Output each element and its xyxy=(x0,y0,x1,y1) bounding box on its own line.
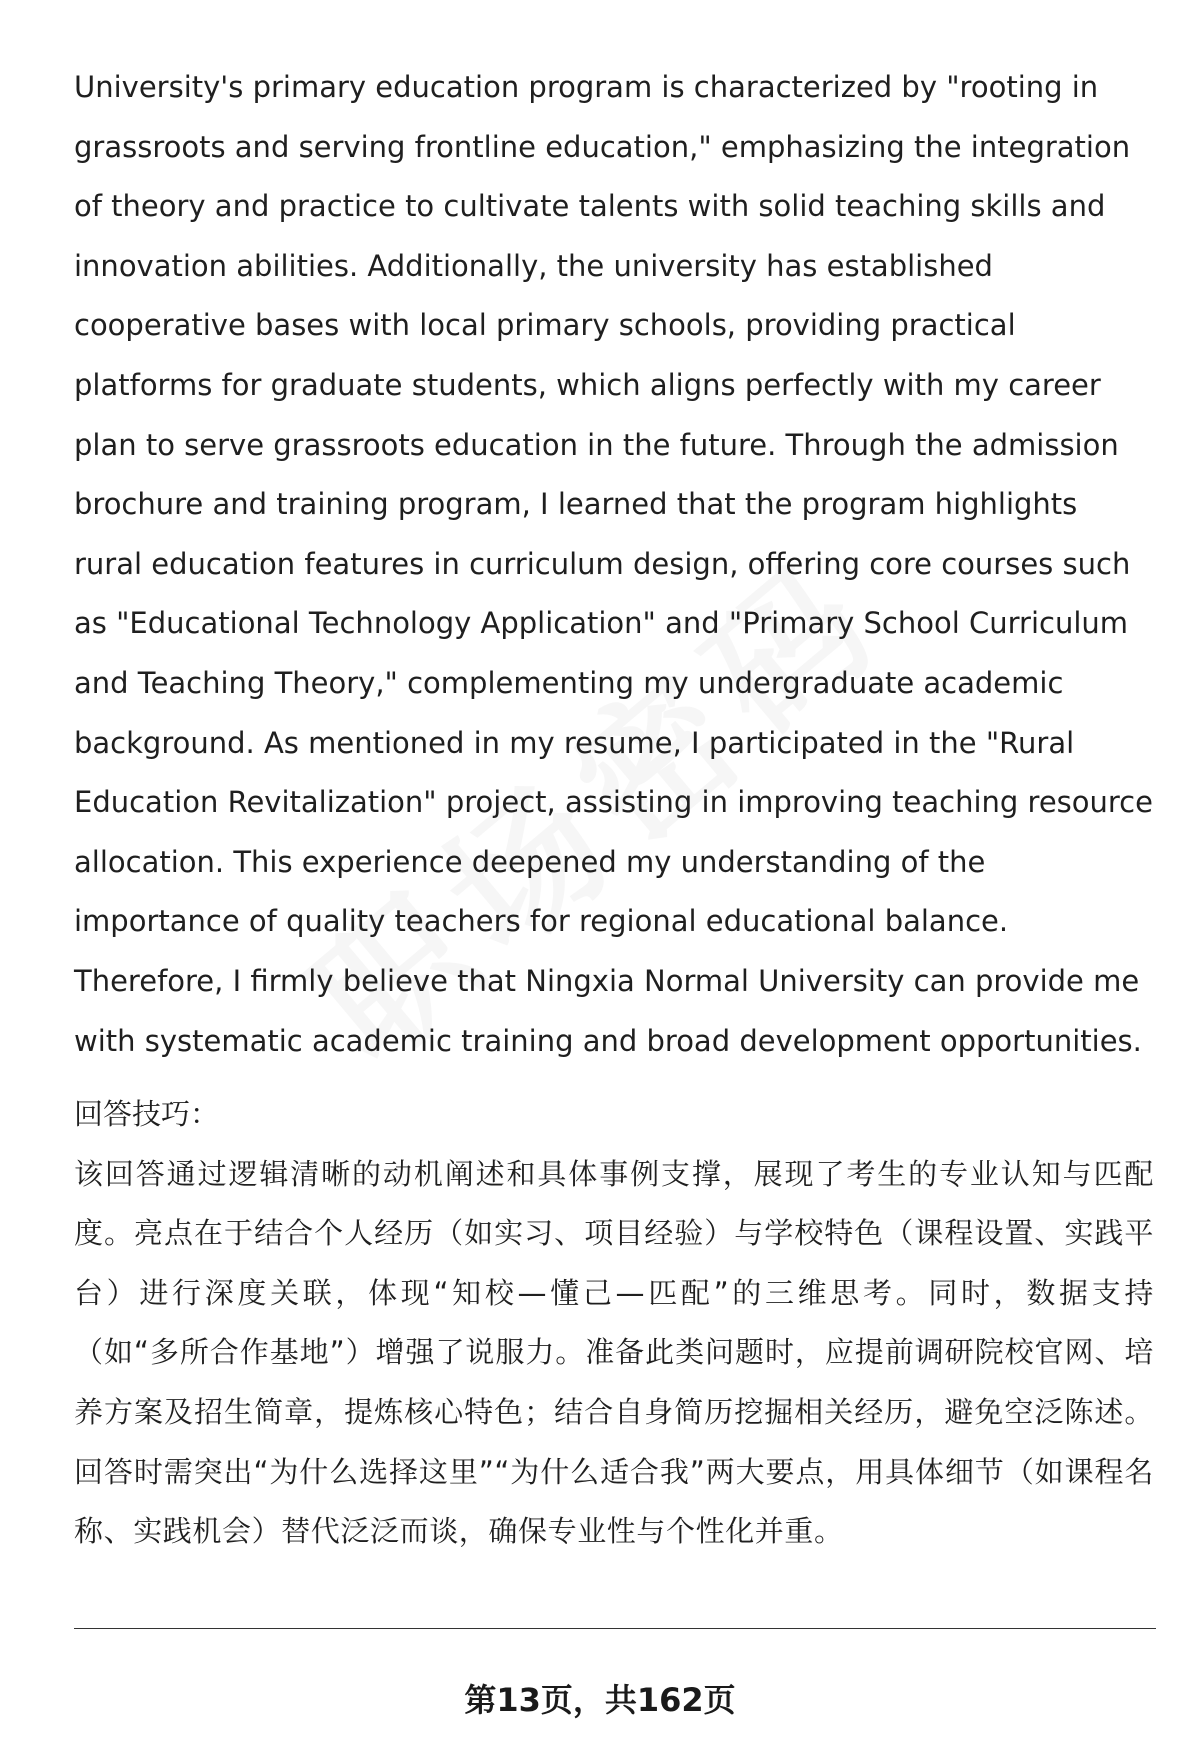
page-number: 第13页，共162页 xyxy=(464,1681,736,1719)
answer-tips-section xyxy=(74,1085,1154,1562)
tips-paragraph: 该回答通过逻辑清晰的动机阐述和具体事例支撑，展现了考生的专业认知与匹配度。亮点在于结合个人经历（如实习、项目经验）与学校特色（课程设置、实践平台）进行深度关联，体现“知校—懂己—匹配”的三维思考。同时，数据支持（如“多所合作基地”）增强了说服力。准备此类问题时，应提前调研院校官网、培养方案及招生简章，提炼核心特色；结合自身简历挖掘相关经历，避免空泛陈述。回答时需突出“为什么选择这里”“为什么适合我”两大要点，用具体细节（如课程名称、实践机会）替代泛泛而谈，确保专业性与个性化并重。 xyxy=(74,1156,1154,1549)
footer-divider xyxy=(74,1628,1156,1629)
answer-paragraph: University's primary education program is characterized by "rooting in grassroots and serving frontline education," emphasizing the integration of theory and practice to cultivate talents with solid teaching skills and innovation abilities. Additionally, the university has established cooperative bases with local primary schools, providing practical platforms for graduate students, which aligns perfectly with my career plan to serve grassroots education in the future. Through the admission brochure and training program, I learned that the program highlights rural education features in curriculum design, offering core courses such as "Educational Technology Application" and "Primary School Curriculum and Teaching Theory," complementing my undergraduate academic background. As mentioned in my resume, I participated in the "Rural Education Revitalization" project, assisting in improving teaching resource allocation. This experience deepened my understanding of the importance of quality teachers for regional educational balance. Therefore, I firmly believe that Ningxia Normal University can provide me with systematic academic training and broad development opportunities. xyxy=(74,70,1153,1058)
answer-essay xyxy=(74,58,1154,1071)
tips-heading: 回答技巧： xyxy=(74,1097,220,1131)
